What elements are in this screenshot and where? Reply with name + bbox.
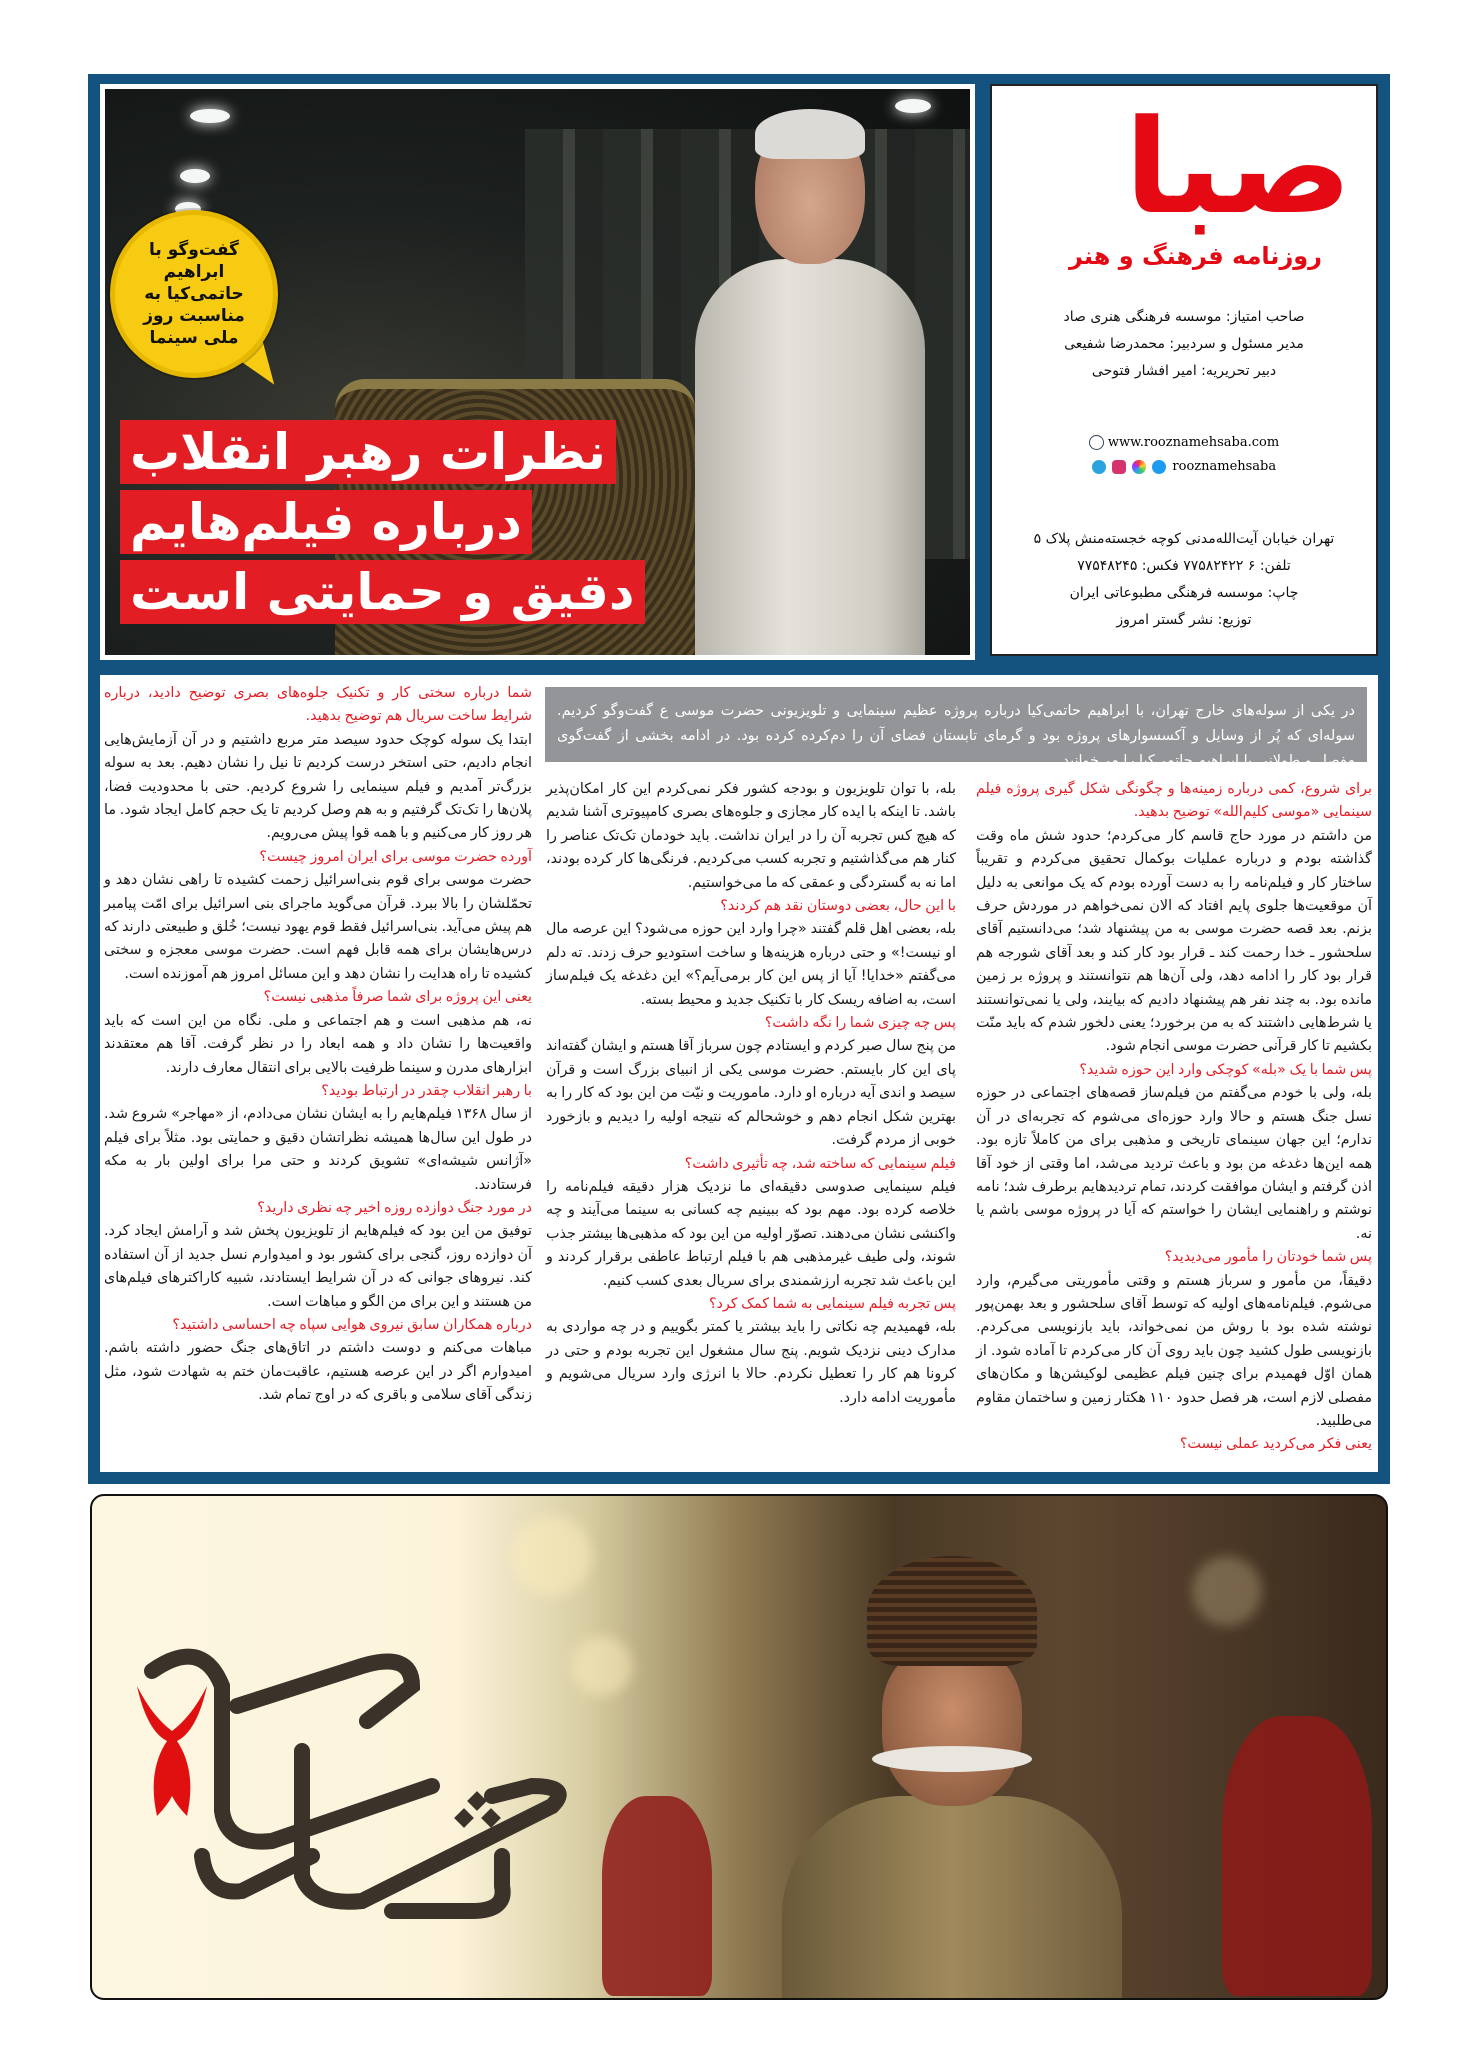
globe-icon (1089, 435, 1104, 450)
interview-question: پس شما خودتان را مأمور می‌دیدید؟ (1164, 1249, 1372, 1266)
interview-question: با رهبر انقلاب چقدر در ارتباط بودید؟ (321, 1082, 532, 1099)
headline-line: نظرات رهبر انقلاب (120, 420, 616, 484)
ceiling-lamp (895, 99, 931, 113)
interview-answer: ابتدا یک سوله کوچک حدود سیصد متر مربع داشتیم و در آن آزمایش‌هایی انجام دادیم، حتی استخر درست کردیم تا نیل را نشان دهیم. بعد به سوله بزرگ‌تر آمدیم و فیلم سینمایی را شروع کردیم. حتی با محدودیت فضا، پلان‌ها را تک‌تک گرفتیم و به هم وصل کردیم تا یک حجم کامل ایجاد شود. ما هر روز کار می‌کنیم و با همه قوا پیش می‌رویم. (104, 731, 532, 842)
interview-answer: توفیق من این بود که فیلم‌هایم از تلویزیون پخش شد و آرامش ایجاد کرد. آن دوازده روز، گنجی برای کشور بود و امیدوارم نسل جدید از آن استفاده کند. نیروهای جوانی که در آن شرایط ایستادند، شبیه کاراکترهای فیلم‌های من هستند و این برای من الگو و مباهات است. (104, 1223, 532, 1310)
ceiling-lamp (180, 169, 210, 183)
staff-list (992, 304, 1376, 385)
interview-answer: بله، با توان تلویزیون و بودجه کشور فکر نمی‌کردم این کار امکان‌پذیر باشد. تا اینکه با ایده کار مجازی و جلوه‌های بصری کامپیوتری آشنا شدیم که هیچ کس تجربه آن را در ایران نداشت. باید خودمان تک‌تک عناصر را کنار هم می‌گذاشتیم و تجربه کسب می‌کردیم. فرنگی‌ها کار کرده بودند، اما نه به گستردگی و عمقی که ما می‌خواستیم. (546, 781, 956, 891)
address-block (992, 526, 1376, 634)
address-line: تهران خیابان آیت‌الله‌مدنی کوچه خجسته‌منش پلاک ۵ (1033, 531, 1335, 547)
interview-badge (110, 210, 278, 378)
interview-question: آورده حضرت موسی برای ایران امروز چیست؟ (259, 848, 532, 865)
interview-answer: نه، هم مذهبی است و هم اجتماعی و ملی. نگاه من این است که باید واقعیت‌ها را نشان داد و همه ابعاد را در نظر گرفت. آقا هم معتقدند ابزارهای مدرن و سینما ظرفیت بالایی برای انتقال معارف دارند. (104, 1012, 532, 1076)
telegram-icon[interactable] (1092, 460, 1106, 474)
interview-answer: بله، ولی با خودم می‌گفتم من فیلم‌ساز قصه‌های اجتماعی در حوزه نسل جنگ هستم و حالا وارد حوزه‌ای می‌شوم که تجربه‌ای در آن ندارم؛ این جهان سینمای تاریخی و مذهبی برای من کاملاً تازه بود. همه این‌ها دغدغه من بود و باعث تردید می‌شد، اما وقتی از خود آقا اذن گرفتم و ایشان موافقت کردند، تمام تردیدهایم برطرف شد؛ نامه نوشتم و راهنمایی ایشان را خواستم که آیا در پروژه موسی باشم یا نه. (976, 1085, 1372, 1242)
background-rider (602, 1796, 712, 1996)
interview-question: پس شما با یک «بله» کوچکی وارد این حوزه شدید؟ (1079, 1061, 1372, 1078)
social-handle[interactable]: rooznamehsaba (1172, 459, 1277, 474)
interview-question: برای شروع، کمی درباره زمینه‌ها و چگونگی شکل گیری پروژه فیلم سینمایی «موسی کلیم‌الله» توضیح بدهید. (976, 781, 1372, 821)
director-hair (755, 109, 865, 159)
distribution-line: توزیع: نشر گستر امروز (1116, 612, 1252, 628)
interview-answer: دقیقاً، من مأمور و سرباز هستم و وقتی مأموریتی می‌گیرم، وارد می‌شوم. فیلم‌نامه‌های اولیه که توسط آقای سلحشور و بعد بهمن‌پور نوشته شده بود با روش من نمی‌خواند، باید بازنویسی می‌کردم. بازنویسی طول کشید چون باید روی آن کار می‌کردم تا آماده شود. از همان اوّل فهمیدم برای چنین فیلم عظیمی لوکیشن‌ها و مکان‌های مفصلی لازم است، هر فصل حدود ۱۱۰ هکتار زمین و ساختمان مقاوم می‌طلبید. (976, 1272, 1372, 1429)
website-link[interactable]: www.rooznamehsaba.com (1107, 435, 1280, 450)
character-fur-hat (867, 1556, 1037, 1666)
director-figure (695, 259, 925, 655)
interview-question: یعنی این پروژه برای شما صرفاً مذهبی نیست؟ (263, 989, 532, 1006)
interview-question: با این حال، بعضی دوستان نقد هم کردند؟ (720, 898, 956, 915)
shekargah-logo (112, 1556, 582, 1936)
interview-question: شما درباره سختی کار و تکنیک جلوه‌های بصری توضیح دادید، درباره شرایط ساخت سریال هم توضیح بدهید. (104, 685, 532, 725)
poster-character (772, 1556, 1132, 2000)
character-coat (782, 1796, 1122, 2000)
interview-question: درباره همکاران سابق نیروی هوایی سپاه چه احساسی داشتید؟ (172, 1316, 532, 1333)
interview-badge-text: گفت‌وگو با ابراهیم حاتمی‌کیا به مناسبت روز ملی سینما (143, 240, 245, 348)
interview-question: فیلم سینمایی که ساخته شد، چه تأثیری داشت؟ (684, 1155, 956, 1172)
staff-line: مدیر مسئول و سردبیر: محمدرضا شفیعی (1064, 336, 1304, 352)
interview-answer: من داشتم در مورد حاج قاسم کار می‌کردم؛ حدود شش ماه وقت گذاشته بودم و درباره عملیات بوکمال تحقیق می‌کردم و تقریباً ساختار کار و فیلم‌نامه را به دست آورده بودم که یک موانعی به دلیل آن موقعیت‌ها جلوی پایم افتاد که الان نمی‌خواهم در موردش حرف بزنم. بعد قصه حضرت موسی به من پیشنهاد شد؛ می‌دانستیم آقای سلحشور ـ خدا رحمت کند ـ قرار بود کار کند و بعد آقای شورجه هم قرار بود کار را ادامه دهد، ولی آن‌ها هم نتوانستند و پروژه بر زمین مانده بود. به چند نفر هم پیشنهاد دادیم که بیایند، ولی یا نمی‌توانستند یا شرط‌هایی داشتند که به من برخورد؛ یعنی دلخور شدم که باید منّت بکشیم تا کار قرآنی حضرت موسی انجام شود. (976, 827, 1372, 1055)
article-column-right (976, 778, 1372, 1457)
interview-question: یعنی فکر می‌کردید عملی نیست؟ (1179, 1436, 1372, 1453)
staff-line: صاحب امتیاز: موسسه فرهنگی هنری صاد (1063, 309, 1305, 325)
instagram-icon[interactable] (1112, 460, 1126, 474)
ceiling-lamp (190, 109, 230, 123)
website-row[interactable] (992, 431, 1376, 455)
interview-answer: فیلم سینمایی صدوسی دقیقه‌ای ما نزدیک هزار دقیقه فیلم‌نامه را خلاصه کرده بود. مهم بود که ببینیم چه کسانی به سینما می‌آیند و چه واکنشی نشان می‌دهند. تصوّر اولیه من این بود که مذهبی‌ها بیشتر جذب شوند، ولی طیف غیرمذهبی هم با فیلم ارتباط عاطفی برقرار کردند و این باعث شد تجربه ارزشمندی برای سریال بعدی کسب کنیم. (546, 1178, 956, 1289)
web-links (992, 431, 1376, 479)
interview-question: پس تجربه فیلم سینمایی به شما کمک کرد؟ (708, 1295, 956, 1312)
interview-answer: من پنج سال صبر کردم و ایستادم چون سرباز آقا هستم و ایشان گفته‌اند پای این کار بایستم. حضرت موسی یکی از انبیای بزرگ است و قرآن سیصد و اندی آیه درباره او دارد. ماموریت و نیّت من این بود که کار را به بهترین شکل انجام دهم و خوشحالم که نتیجه اولیه را دیدیم و بازخورد خوبی از مردم گرفت. (546, 1038, 956, 1149)
interview-question: پس چه چیزی شما را نگه داشت؟ (764, 1015, 956, 1032)
interview-answer: بله، بعضی اهل قلم گفتند «چرا وارد این حوزه می‌شود؟ این عرصه مال او نیست!» و حتی درباره هزینه‌ها و ساخت استودیو حرف زدند. ته دلم می‌گفتم «خدایا! آیا از پس این کار برمی‌آیم؟» این دغدغه یک فیلم‌ساز است، به اضافه ریسک کار با تکنیک جدید و محیط بسته. (546, 921, 956, 1008)
article-column-left (104, 682, 532, 1408)
staff-line: دبیر تحریریه: امیر افشار فتوحی (1091, 363, 1277, 379)
interview-answer: حضرت موسی برای قوم بنی‌اسرائیل زحمت کشیده تا راهی نشان دهد و تحمّلشان را بالا ببرد. قرآن می‌گوید ماجرای بنی اسرائیل برای امّت پیامبر هم پیش می‌آید. بنی‌اسرائیل فقط قوم یهود نیست؛ خُلق و طبیعتی دارند که درس‌هایشان برای همه قابل فهم است. حضرت موسی معجزه و سختی کشیده تا راه هدایت را نشان دهد و این مسائل امروز هم آموزنده است. (104, 872, 532, 982)
article-intro: در یکی از سوله‌های خارج تهران، با ابراهیم حاتمی‌کیا درباره پروژه عظیم سینمایی و تلویزیونی حضرت موسی ع گفت‌وگو کردیم. سوله‌ای که پُر از وسایل و آکسسوارهای پروژه بود و گرمای تابستان فضای آن را دم‌کرده کرده بود. در ادامه بخشی از گفت‌گوی مفصل و طولانی با ابراهیم حاتمی‌کیا را می‌خوانید. (545, 687, 1367, 762)
logo-text: صبا (1124, 91, 1352, 243)
headline (120, 420, 645, 624)
interview-answer: از سال ۱۳۶۸ فیلم‌هایم را به ایشان نشان می‌دادم، از «مهاجر» شروع شد. در طول این سال‌ها همیشه نظراتشان دقیق و حمایتی بود. مثلاً برای فیلم «آژانس شیشه‌ای» تشویق کردند و حتی مرا برای اولین بار به مکه فرستادند. (104, 1106, 532, 1193)
character-face (882, 1646, 1022, 1806)
social-row[interactable] (992, 455, 1376, 479)
interview-question: در مورد جنگ دوازده روزه اخیر چه نظری دارید؟ (257, 1199, 532, 1216)
interview-answer: بله، فهمیدیم چه نکاتی را باید بیشتر یا کمتر بگوییم و در چه مواردی به مدارک دینی نزدیک شویم. پنج سال مشغول این تجربه بودم و حتی در کرونا هم کار را تعطیل نکردم. حالا با انرژی وارد سریال می‌شویم و مأموریت ادامه دارد. (546, 1319, 956, 1406)
print-line: چاپ: موسسه فرهنگی مطبوعاتی ایران (1069, 585, 1299, 601)
masthead (990, 84, 1378, 656)
headline-line: درباره فیلم‌هایم (120, 490, 532, 554)
saba-logo (1022, 91, 1352, 272)
aparat-icon[interactable] (1132, 460, 1146, 474)
phone-line: تلفن: ۶ ۷۷۵۸۲۴۲۲ فکس: ۷۷۵۴۸۲۴۵ (1077, 558, 1291, 574)
series-poster (90, 1494, 1388, 2000)
bokeh-light (1192, 1556, 1262, 1626)
headline-line: دقیق و حمایتی است (120, 560, 645, 624)
character-mustache (872, 1746, 1032, 1772)
interview-answer: مباهات می‌کنم و دوست داشتم در اتاق‌های جنگ حضور داشته باشم. امیدوارم اگر در این عرصه هستیم، عاقبت‌مان ختم به شهادت شود، مثل زندگی آقای سلامی و باقری که در اوج تمام شد. (104, 1340, 532, 1404)
twitter-icon[interactable] (1152, 460, 1166, 474)
logo-subtitle: روزنامه فرهنگ و هنر (1069, 242, 1322, 270)
background-rider (1222, 1716, 1372, 1996)
article-column-middle (546, 778, 956, 1410)
